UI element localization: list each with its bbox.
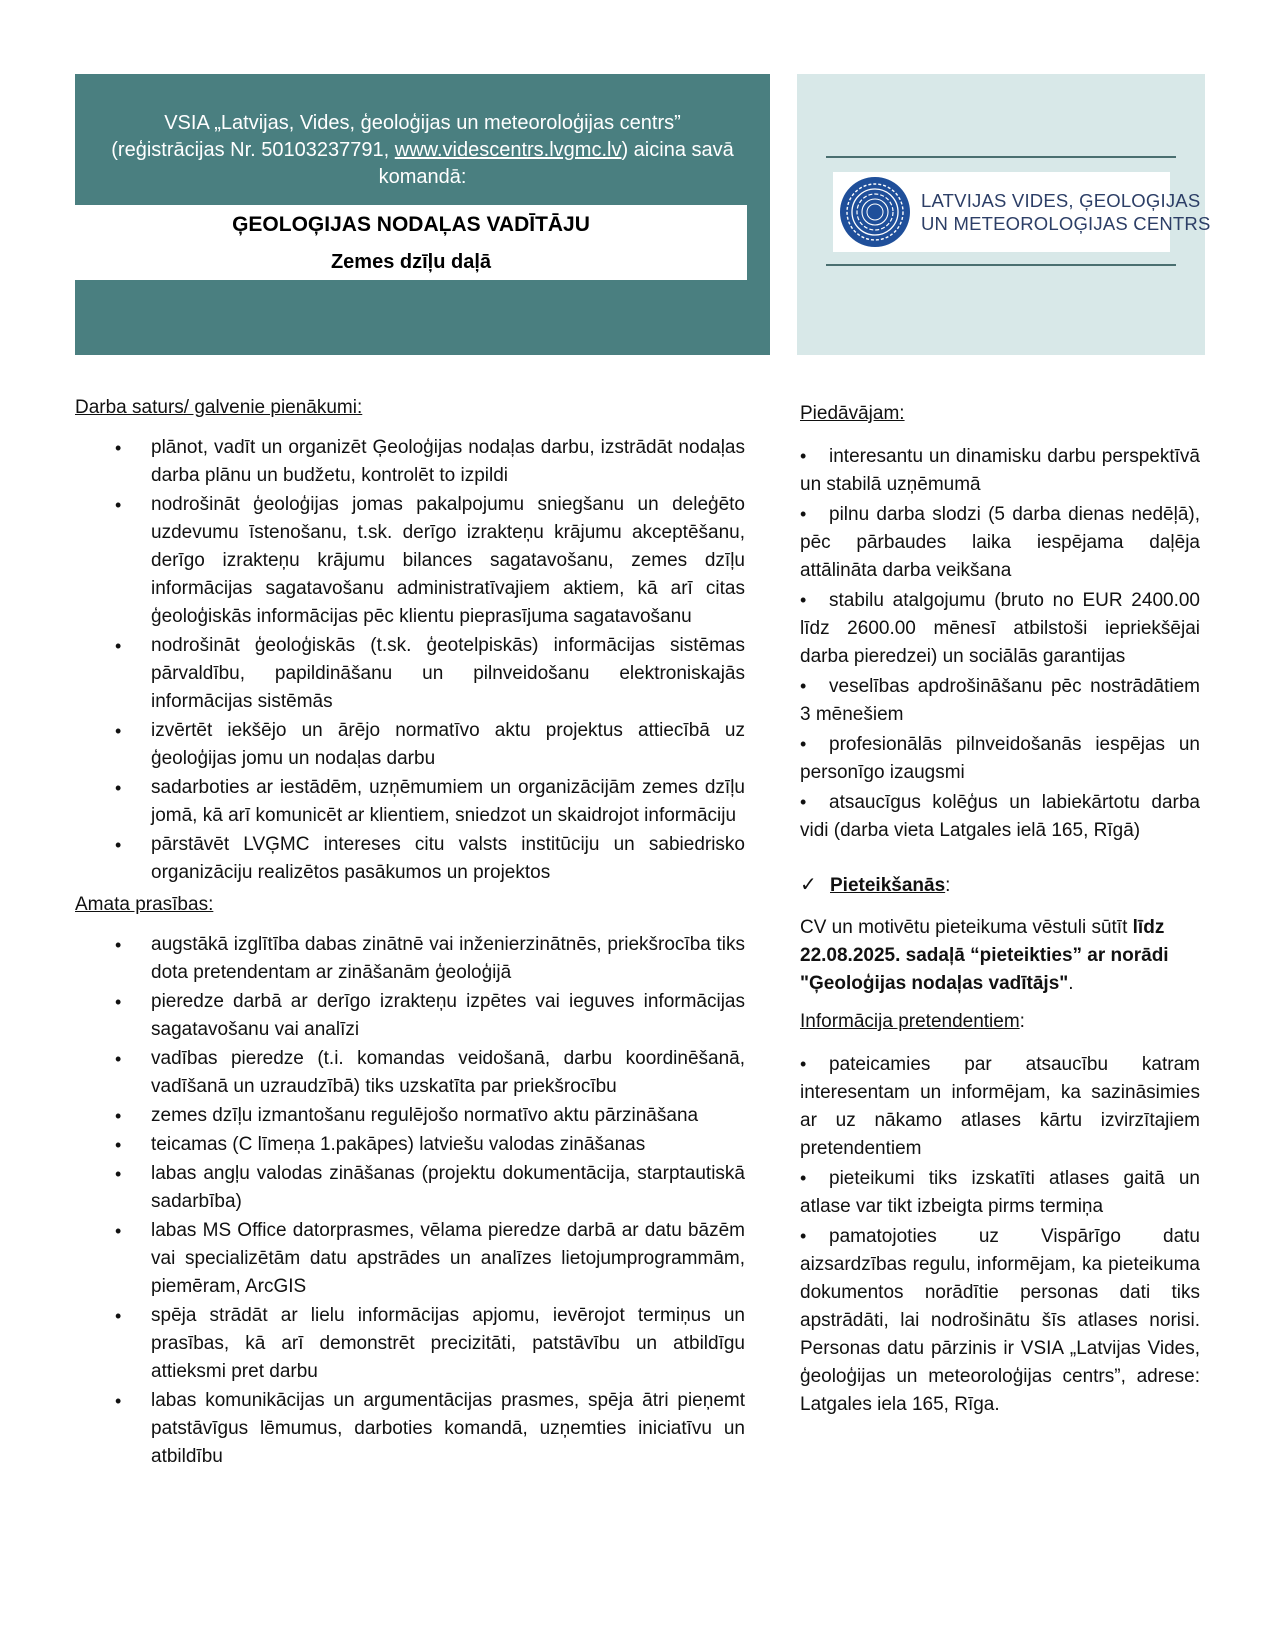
info-item-text: pateicamies par atsaucību katram interesentam un informējam, ka sazināsimies ar uz nākamo atlases kārtu izvirzītajiem pretendentiem [800, 1054, 1200, 1159]
requirement-item-text: vadības pieredze (t.i. komandas veidošanā, darbu koordinēšanā, vadīšanā un uzraudzībā) tiks uzskatīta par priekšrocību [151, 1048, 745, 1097]
bullet-icon: • [115, 1306, 122, 1326]
offer-item-text: interesantu un dinamisku darbu perspektīvā un stabilā uzņēmumā [800, 446, 1200, 495]
offer-item [800, 586, 1200, 671]
info-item-text: pamatojoties uz Vispārīgo datu aizsardzības regulu, informējam, ka pieteikuma dokumentos norādītie personas dati tiks apstrādāti, lai nodrošinātu šīs atlases norisi. Personas datu pārzinis ir VSIA „Latvijas Vides, ģeoloģijas un meteoroloģijas centrs”, adrese: Latgales iela 165, Rīga. [800, 1226, 1200, 1415]
bullet-icon: • [115, 1221, 122, 1241]
left-column [75, 394, 745, 1472]
requirements-list [75, 931, 745, 1471]
bullet-icon: • [800, 1168, 807, 1188]
duty-item-text: izvērtēt iekšējo un ārējo normatīvo aktu projektus attiecībā uz ģeoloģijas jomu un nodaļas darbu [151, 720, 745, 769]
duty-item-text: nodrošināt ģeoloģiskās (t.sk. ģeotelpiskās) informācijas sistēmas pārvaldību, papildināšanu un pilnveidošanu elektroniskajās informācijas sistēmās [151, 635, 745, 712]
requirement-item [75, 988, 745, 1044]
logo-wordmark [921, 189, 1211, 235]
intro-line-2-prefix: (reģistrācijas Nr. 50103237791, [111, 139, 395, 161]
requirement-item-text: teicamas (C līmeņa 1.pakāpes) latviešu valodas zināšanas [151, 1134, 646, 1155]
requirements-heading: Amata prasības: [75, 894, 214, 915]
offer-item-text: atsaucīgus kolēģus un labiekārtotu darba vidi (darba vieta Latgales ielā 165, Rīgā) [800, 792, 1200, 841]
bullet-icon: • [115, 992, 122, 1012]
info-heading-colon: : [1019, 1011, 1025, 1032]
info-item [800, 1164, 1200, 1221]
bullet-icon: • [800, 590, 807, 610]
duty-item [75, 717, 745, 773]
logo-panel [797, 74, 1211, 355]
bullet-icon: • [115, 835, 122, 855]
requirement-item-text: zemes dzīļu izmantošanu regulējošo normatīvo aktu pārzināšana [151, 1105, 699, 1126]
requirement-item [75, 1387, 745, 1471]
checkmark-icon: ✓ [800, 874, 817, 896]
bullet-icon: • [115, 1135, 122, 1155]
logo-line-2: UN METEOROLOĢIJAS CENTRS [921, 213, 1211, 234]
duty-item [75, 774, 745, 830]
duty-item-text: plānot, vadīt un organizēt Ģeoloģijas nodaļas darbu, izstrādāt nodaļas darba plānu un budžetu, kontrolēt to izpildi [151, 437, 745, 486]
requirement-item [75, 1160, 745, 1216]
duties-list [75, 434, 745, 887]
bullet-icon: • [115, 1391, 122, 1411]
offer-item-text: pilnu darba slodzi (5 darba dienas nedēļā), pēc pārbaudes laika iespējama daļēja attālināta darba veikšana [800, 504, 1200, 581]
duty-item-text: nodrošināt ģeoloģijas jomas pakalpojumu sniegšanu un deleģēto uzdevumu īstenošanu, t.sk. derīgo izrakteņu krājumu akceptēšanu, derīgo izrakteņu krājumu bilances sagatavošanu, zemes dzīļu informācijas sagatavošanu administratīvajiem aktiem, kā arī citas ģeoloģiskās informācijas pēc klientu pieprasījuma sagatavošanu [151, 494, 745, 627]
intro-line-2 [75, 137, 770, 164]
bullet-icon: • [115, 721, 122, 741]
bullet-icon: • [800, 734, 807, 754]
duty-item [75, 434, 745, 490]
bullet-icon: • [115, 495, 122, 515]
offer-item-text: stabilu atalgojumu (bruto no EUR 2400.00 līdz 2600.00 mēnesī atbilstoši iepriekšējai darba pieredzei) un sociālās garantijas [800, 590, 1200, 667]
requirement-item [75, 1217, 745, 1301]
info-item [800, 1222, 1200, 1419]
offer-item [800, 500, 1200, 585]
requirement-item-text: labas komunikācijas un argumentācijas prasmes, spēja ātri pieņemt patstāvīgus lēmumus, darboties komandā, uzņemties iniciatīvu un atbildību [151, 1390, 745, 1467]
info-item [800, 1050, 1200, 1163]
intro-line-1: VSIA „Latvijas, Vides, ģeoloģijas un meteoroloģijas centrs” [164, 112, 681, 134]
department-name: Zemes dzīļu daļā [330, 251, 492, 273]
duty-item [75, 831, 745, 887]
requirement-item-text: labas MS Office datorprasmes, vēlama pieredze darbā ar datu bāzēm vai specializētām datu apstrādes un analīzes lietojumprogrammām, piemēram, ArcGIS [151, 1220, 745, 1297]
duty-item [75, 632, 745, 716]
requirement-item [75, 1302, 745, 1386]
info-heading [800, 1008, 1200, 1036]
bullet-icon: • [800, 676, 807, 696]
offer-heading: Piedāvājam: [800, 403, 905, 424]
apply-heading [800, 871, 1200, 900]
bullet-icon: • [115, 778, 122, 798]
logo-line-1: LATVIJAS VIDES, ĢEOLOĢIJAS [921, 190, 1201, 211]
intro-text [75, 110, 770, 191]
offer-item-text: veselības apdrošināšanu pēc nostrādātiem 3 mēnešiem [800, 676, 1200, 725]
offer-list [800, 442, 1200, 845]
info-item-text: pieteikumi tiks izskatīti atlases gaitā un atlase var tikt izbeigta pirms termiņa [800, 1168, 1200, 1217]
requirement-item [75, 1131, 745, 1159]
apply-heading-colon: : [945, 875, 951, 896]
bullet-icon: • [800, 1226, 807, 1246]
requirement-item [75, 931, 745, 987]
requirement-item-text: labas angļu valodas zināšanas (projektu dokumentācija, starptautiskā sadarbība) [151, 1163, 745, 1212]
apply-instructions [800, 914, 1200, 998]
right-column [800, 400, 1200, 1420]
duties-heading: Darba saturs/ galvenie pienākumi: [75, 397, 363, 418]
requirement-item [75, 1102, 745, 1130]
logo-emblem-icon [839, 176, 911, 248]
position-title-box [75, 205, 747, 280]
bullet-icon: • [800, 446, 807, 466]
bullet-icon: • [800, 1054, 807, 1074]
requirement-item [75, 1045, 745, 1101]
bullet-icon: • [800, 792, 807, 812]
logo-divider-top [826, 156, 1176, 158]
duty-item-text: sadarboties ar iestādēm, uzņēmumiem un organizācijām zemes dzīļu jomā, kā arī komunicēt ar klientiem, sniedzot un skaidrojot informāciju [151, 777, 745, 826]
organization-logo [833, 172, 1211, 252]
requirement-item-text: spēja strādāt ar lielu informācijas apjomu, ievērojot termiņus un prasības, kā arī demonstrēt precizitāti, patstāvību un atbildīgu attieksmi pret darbu [151, 1305, 745, 1382]
apply-text-prefix: CV un motivētu pieteikuma vēstuli sūtīt [800, 917, 1133, 938]
intro-line-3: komandā: [378, 166, 467, 188]
info-list [800, 1050, 1200, 1419]
offer-item-text: profesionālās pilnveidošanās iespējas un personīgo izaugsmi [800, 734, 1200, 783]
requirement-item-text: pieredze darbā ar derīgo izrakteņu izpētes vai ieguves informācijas sagatavošanu vai analīzi [151, 991, 745, 1040]
position-title: ĢEOLOĢIJAS NODAĻAS VADĪTĀJU [232, 213, 590, 236]
info-heading-label: Informācija pretendentiem [800, 1011, 1020, 1032]
bullet-icon: • [115, 1049, 122, 1069]
apply-heading-label: Pieteikšanās [830, 875, 946, 896]
bullet-icon: • [115, 1106, 122, 1126]
apply-text-suffix: . [1068, 973, 1074, 994]
offer-item [800, 788, 1200, 845]
bullet-icon: • [115, 1164, 122, 1184]
website-link[interactable]: www.videscentrs.lvgmc.lv [394, 139, 622, 161]
intro-line-2-suffix: ) aicina savā [621, 139, 734, 161]
logo-divider-bottom [826, 264, 1176, 266]
apply-deadline: līdz 22.08.2025. sadaļā “pieteikties” ar norādi "Ģeoloģijas nodaļas vadītājs" [800, 917, 1169, 994]
bullet-icon: • [800, 504, 807, 524]
duty-item-text: pārstāvēt LVĢMC intereses citu valsts institūciju un sabiedrisko organizāciju realizētos pasākumos un projektos [151, 834, 745, 883]
requirement-item-text: augstākā izglītība dabas zinātnē vai inženierzinātnēs, priekšrocība tiks dota pretendentam ar zināšanām ģeoloģijā [151, 934, 745, 983]
bullet-icon: • [115, 935, 122, 955]
offer-item [800, 730, 1200, 787]
offer-item [800, 672, 1200, 729]
bullet-icon: • [115, 438, 122, 458]
header-banner [75, 74, 770, 355]
duty-item [75, 491, 745, 631]
offer-item [800, 442, 1200, 499]
bullet-icon: • [115, 636, 122, 656]
